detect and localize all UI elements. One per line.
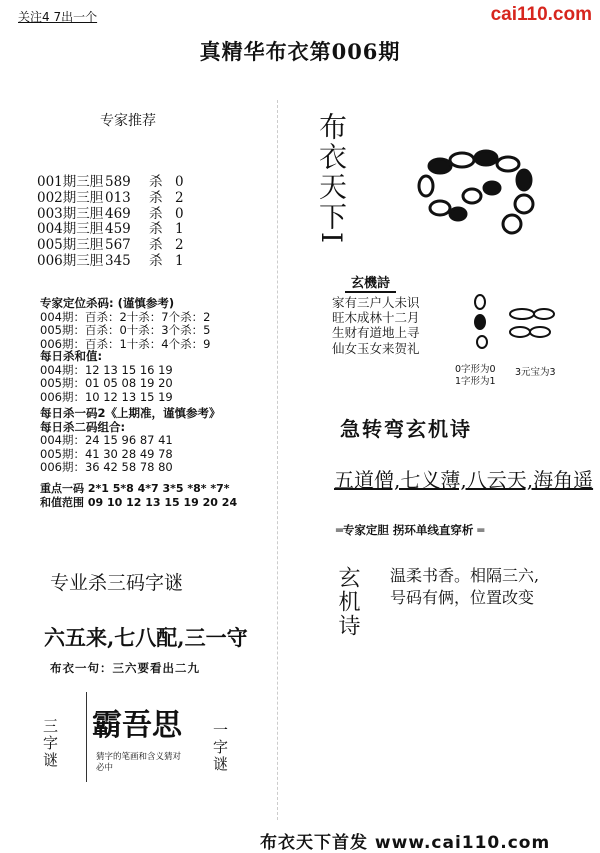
kill-value: 2 — [175, 189, 184, 206]
xuanji-poem — [390, 565, 539, 609]
list-item — [37, 238, 184, 254]
three-char-riddle-label: 三字谜 — [41, 718, 59, 769]
position-kill-block — [40, 297, 210, 351]
buyi-vertical-title: 布衣天下I — [315, 112, 348, 246]
kill: 杀 — [149, 221, 163, 238]
page-title: 真精华布衣第006期 — [199, 39, 401, 64]
legend-line: 0字形为0 — [455, 364, 496, 375]
kill: 杀 — [149, 174, 163, 190]
column-divider — [277, 100, 278, 820]
nums: 013 — [105, 189, 131, 206]
kill-value: 0 — [175, 205, 184, 222]
riddle-characters: 霸吾思 — [92, 708, 182, 743]
poem-line: 温柔书香。相隔三六, — [390, 566, 540, 585]
one-char-riddle-label: 一字谜 — [211, 722, 229, 773]
riddle-section-title: 专业杀三码字谜 — [50, 572, 184, 594]
list-item — [37, 254, 184, 270]
kill: 杀 — [149, 205, 163, 222]
sum-kill-block — [40, 350, 173, 404]
snake-beads-icon — [412, 148, 537, 240]
nums: 345 — [105, 252, 131, 269]
top-note: 关注4 7出一个 — [18, 10, 98, 24]
riddle-verse: 六五来,七八配,三一守 — [44, 625, 248, 650]
period: 005期三胆 — [37, 237, 104, 254]
poem-line: 旺木成林十二月 — [332, 310, 420, 326]
block-row: 005期：01 05 08 19 20 — [40, 376, 173, 390]
buyi-sentence: 布衣一句：三六要看出二九 — [50, 661, 200, 675]
footer[interactable]: 布衣天下首发 www.cai110.com — [260, 833, 551, 853]
block-row: 005期：百杀：0十杀：3个杀：5 — [40, 323, 211, 337]
period: 001期三胆 — [37, 174, 104, 190]
period: 002期三胆 — [37, 189, 104, 206]
nums: 589 — [105, 174, 131, 190]
block-header: 专家定位杀码: (谨慎参考) — [40, 296, 175, 310]
kill-value: 1 — [175, 221, 184, 238]
xuanji-label: 玄机诗 — [335, 566, 360, 638]
riddle-hint: 猜字的笔画和含义猜对必中 — [96, 752, 182, 773]
kill: 杀 — [149, 189, 163, 206]
period: 003期三胆 — [37, 205, 104, 222]
block-row: 004期：百杀：2十杀：7个杀：2 — [40, 309, 211, 324]
list-item — [37, 175, 184, 191]
riddle-poem-line: 五道僧,七义薄,八云天,海角遥 — [334, 468, 594, 492]
kill-value: 1 — [175, 252, 184, 269]
poem-line: 号码有俩，位置改变 — [390, 588, 535, 607]
block-row: 006期：10 12 13 15 19 — [40, 389, 173, 404]
legend-line: 3元宝为3 — [515, 367, 556, 378]
list-item — [37, 207, 184, 223]
key-number-block — [40, 482, 237, 510]
legend-line: 1字形为1 — [455, 376, 496, 387]
kill-value: 0 — [175, 174, 184, 190]
block-header: 每日杀和值: — [40, 349, 103, 363]
key-number-line: 重点一码 2*1 5*8 4*7 3*5 *8* *7* — [40, 482, 230, 495]
block-row: 006期：百杀：1十杀：4个杀：9 — [40, 336, 211, 351]
site-logo-text[interactable]: cai110.com — [490, 4, 592, 25]
block-row: 006期：36 42 58 78 80 — [40, 460, 173, 474]
nums: 567 — [105, 237, 131, 254]
block-row: 004期：24 15 96 87 41 — [40, 433, 173, 447]
poem — [332, 295, 420, 356]
expert-banner: ═专家定胆 拐环单线直穿析 ═ — [336, 523, 485, 537]
block-subheader: 每日杀二码组合: — [40, 419, 126, 434]
list-item — [37, 222, 184, 238]
kill: 杀 — [149, 252, 163, 269]
block-row: 005期：41 30 28 49 78 — [40, 446, 173, 461]
list-item — [37, 191, 184, 207]
nums: 469 — [105, 205, 131, 222]
expert-list — [37, 175, 184, 270]
sum-range-line: 和值范围 09 10 12 13 15 19 20 24 — [40, 496, 238, 509]
poem-line: 生财有道地上寻 — [332, 325, 420, 341]
block-row: 004期：12 13 15 16 19 — [40, 362, 173, 377]
riddle-poem-title: 急转弯玄机诗 — [340, 417, 472, 441]
poem-title: 玄機詩 — [345, 272, 396, 293]
abacus-picture-icon — [470, 292, 560, 358]
poem-line: 仙女玉女来贺礼 — [332, 340, 420, 356]
poem-line: 家有三户人未识 — [332, 295, 420, 310]
expert-heading: 专家推荐 — [100, 113, 156, 129]
period: 006期三胆 — [37, 252, 104, 269]
period: 004期三胆 — [37, 221, 104, 238]
kill-value: 2 — [175, 237, 184, 254]
kill: 杀 — [149, 237, 163, 254]
picture-legend — [455, 364, 496, 388]
block-header: 每日杀一码2《上期准，谨慎参考》 — [40, 406, 221, 420]
nums: 459 — [105, 221, 131, 238]
daily-kill-block — [40, 407, 221, 475]
